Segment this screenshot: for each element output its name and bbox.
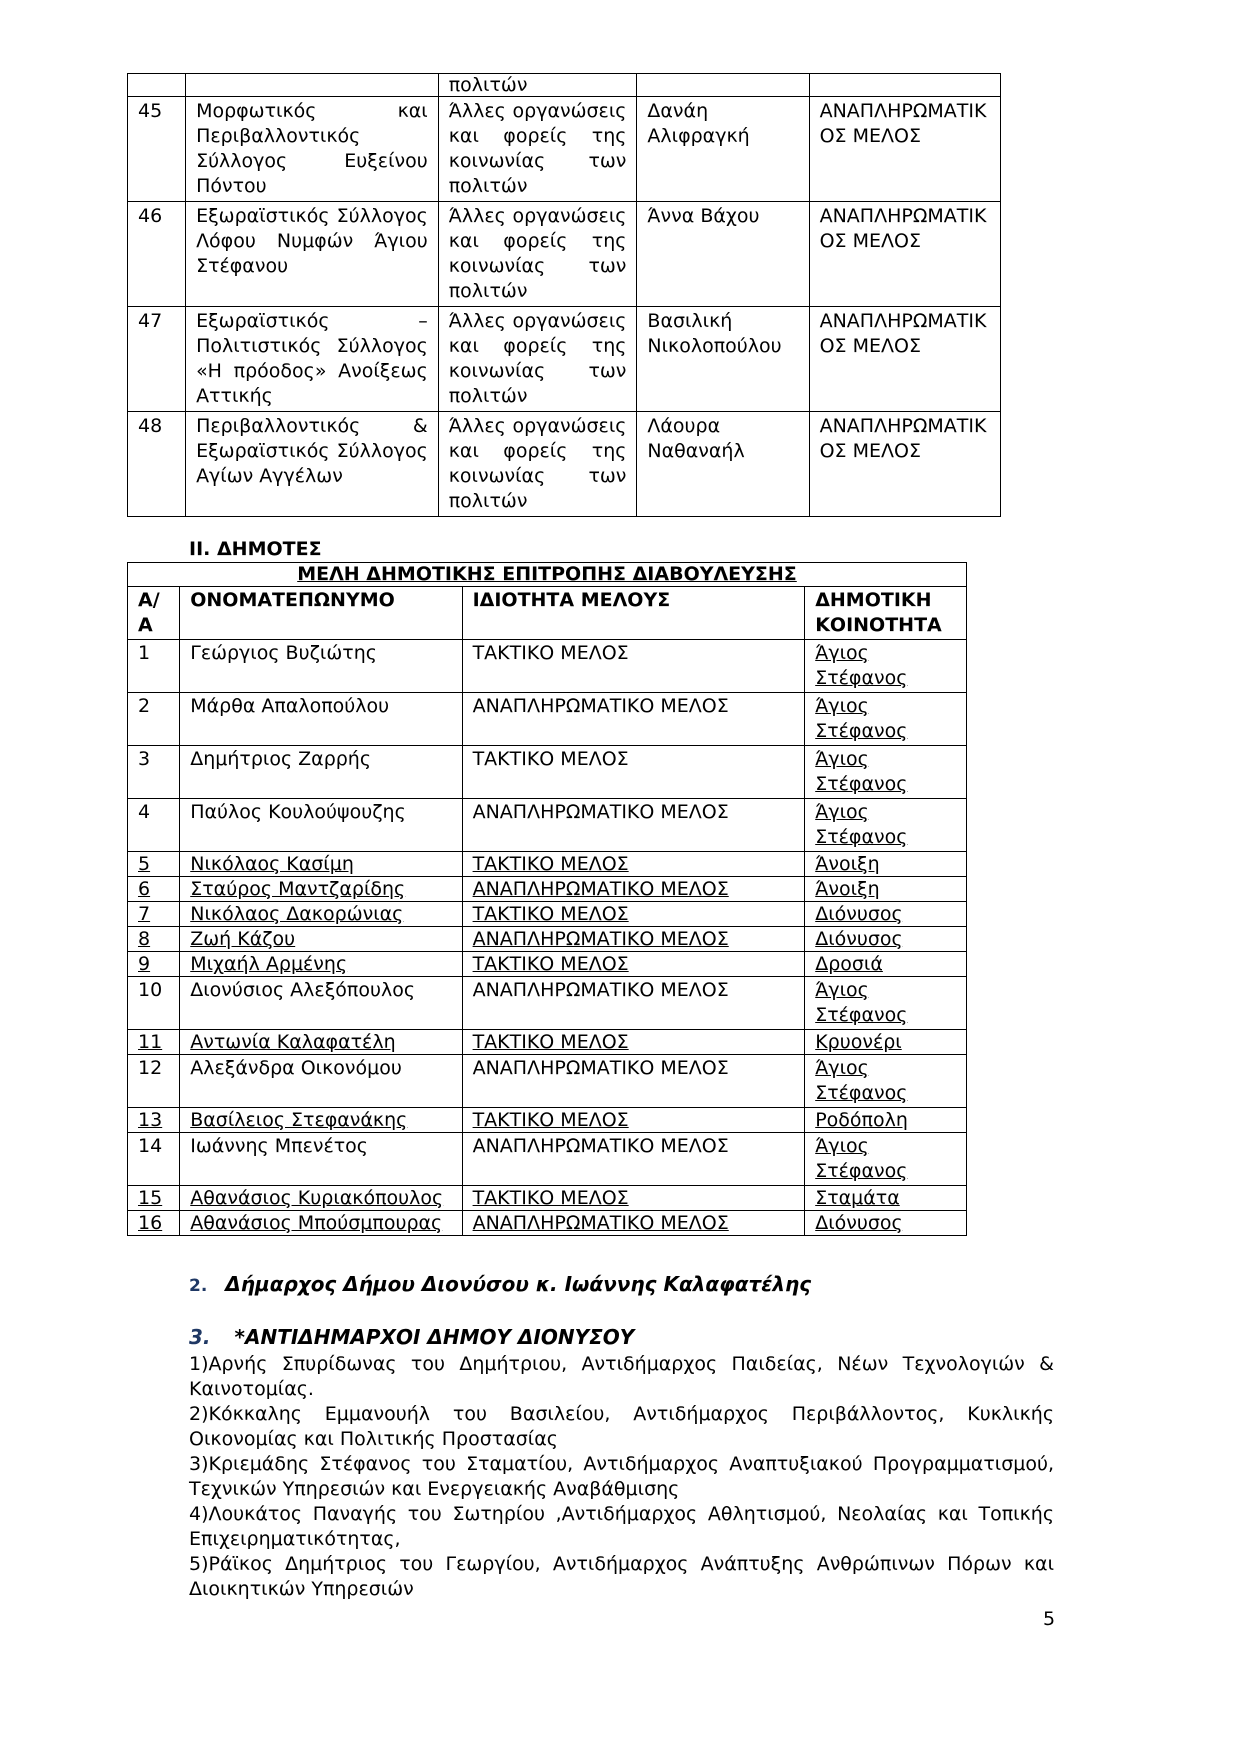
table-cell: 1: [128, 640, 180, 693]
table-cell: 8: [128, 927, 180, 952]
table-cell: ΑΝΑΠΛΗΡΩΜΑΤΙΚΟ ΜΕΛΟΣ: [462, 1055, 805, 1108]
table-cell: ΤΑΚΤΙΚΟ ΜΕΛΟΣ: [462, 1030, 805, 1055]
table-cell: ΑΝΑΠΛΗΡΩΜΑΤΙΚΟ ΜΕΛΟΣ: [462, 977, 805, 1030]
table-row: [128, 1133, 967, 1186]
table-cell: πολιτών: [438, 74, 637, 97]
table-cell: Βασίλειος Στεφανάκης: [180, 1108, 462, 1133]
table-cell: Άγιος Στέφανος: [805, 1055, 967, 1108]
table-cell: ΑΝΑΠΛΗΡΩΜΑΤΙΚ ΟΣ ΜΕΛΟΣ: [809, 307, 1000, 412]
list-item: 5)Ράϊκος Δημήτριος του Γεωργίου, Αντιδήμαρχος Ανάπτυξης Ανθρώπινων Πόρων και Διοικητικών Υπηρεσιών: [189, 1553, 1054, 1600]
table-row: [128, 927, 967, 952]
table-cell: ΤΑΚΤΙΚΟ ΜΕΛΟΣ: [462, 1108, 805, 1133]
table-cell: Άλλες οργανώσεις και φορείς της κοινωνίας των πολιτών: [438, 202, 637, 307]
table-cell: 11: [128, 1030, 180, 1055]
table-row: [128, 1186, 967, 1211]
table-cell: Νικόλαος Δακορώνιας: [180, 902, 462, 927]
table-cell: Δημήτριος Ζαρρής: [180, 746, 462, 799]
table-caption: ΜΕΛΗ ΔΗΜΟΤΙΚΗΣ ΕΠΙΤΡΟΠΗΣ ΔΙΑΒΟΥΛΕΥΣΗΣ: [128, 563, 967, 587]
table-cell: 10: [128, 977, 180, 1030]
column-header: ΙΔΙΟΤΗΤΑ ΜΕΛΟΥΣ: [462, 587, 805, 640]
table-cell: Περιβαλλοντικός & Εξωραϊστικός Σύλλογος Αγίων Αγγέλων: [186, 412, 439, 517]
column-header: Α/ Α: [128, 587, 180, 640]
table-cell: 48: [128, 412, 186, 517]
table-cell: 2: [128, 693, 180, 746]
table-cell: Διόνυσος: [805, 1211, 967, 1236]
table-cell: Ζωή Κάζου: [180, 927, 462, 952]
table-cell: Δροσιά: [805, 952, 967, 977]
table-header-row: [128, 587, 967, 640]
table-row: [128, 1108, 967, 1133]
table-cell: [809, 74, 1000, 97]
table-cell: Διόνυσος: [805, 902, 967, 927]
table-cell: Άλλες οργανώσεις και φορείς της κοινωνίας των πολιτών: [438, 307, 637, 412]
table-cell: Διόνυσος: [805, 927, 967, 952]
table-cell: ΑΝΑΠΛΗΡΩΜΑΤΙΚ ΟΣ ΜΕΛΟΣ: [809, 97, 1000, 202]
table-cell: Άνοιξη: [805, 877, 967, 902]
table-row: [128, 1211, 967, 1236]
page-number: 5: [1043, 1608, 1056, 1630]
table-row: [128, 307, 1001, 412]
list-item: 3)Κριεμάδης Στέφανος του Σταματίου, Αντιδήμαρχος Αναπτυξιακού Προγραμματισμού, Τεχνικών Υπηρεσιών και Ενεργειακής Αναβάθμισης: [189, 1453, 1054, 1500]
table-row: [128, 852, 967, 877]
table-cell: Εξωραϊστικός – Πολιτιστικός Σύλλογος «Η πρόοδος» Ανοίξεως Αττικής: [186, 307, 439, 412]
table-row: [128, 693, 967, 746]
table-cell: Κρυονέρι: [805, 1030, 967, 1055]
table-cell: Άνοιξη: [805, 852, 967, 877]
citizens-table: [127, 562, 967, 1236]
table-cell: ΤΑΚΤΙΚΟ ΜΕΛΟΣ: [462, 902, 805, 927]
table-cell: Διονύσιος Αλεξόπουλος: [180, 977, 462, 1030]
section-number: 2.: [189, 1276, 208, 1296]
table-cell: [186, 74, 439, 97]
table-cell: ΑΝΑΠΛΗΡΩΜΑΤΙΚΟ ΜΕΛΟΣ: [462, 693, 805, 746]
table-row: [128, 902, 967, 927]
table-cell: 12: [128, 1055, 180, 1108]
table-cell: Ροδόπολη: [805, 1108, 967, 1133]
table-cell: Ιωάννης Μπενέτος: [180, 1133, 462, 1186]
table-cell: Νικόλαος Κασίμη: [180, 852, 462, 877]
table-cell: Άλλες οργανώσεις και φορείς της κοινωνίας των πολιτών: [438, 412, 637, 517]
table-row: [128, 746, 967, 799]
table-cell: Άγιος Στέφανος: [805, 1133, 967, 1186]
table-cell: Άλλες οργανώσεις και φορείς της κοινωνίας των πολιτών: [438, 97, 637, 202]
deputies-heading: [189, 1325, 634, 1349]
table-cell: ΑΝΑΠΛΗΡΩΜΑΤΙΚΟ ΜΕΛΟΣ: [462, 1211, 805, 1236]
table-row: [128, 1055, 967, 1108]
mayor-heading: [189, 1272, 811, 1296]
table-cell: Μορφωτικός και Περιβαλλοντικός Σύλλογος Ευξείνου Πόντου: [186, 97, 439, 202]
table-cell: 15: [128, 1186, 180, 1211]
table-cell: 3: [128, 746, 180, 799]
table-cell: Άγιος Στέφανος: [805, 977, 967, 1030]
table-cell: Αθανάσιος Μπούσμπουρας: [180, 1211, 462, 1236]
table-cell: Βασιλική Νικολοπούλου: [637, 307, 809, 412]
table-cell: Αντωνία Καλαφατέλη: [180, 1030, 462, 1055]
section-title: ΙΙ. ΔΗΜΟΤΕΣ: [189, 538, 322, 560]
deputies-title: *ΑΝΤΙΔΗΜΑΡΧΟΙ ΔΗΜΟΥ ΔΙΟΝΥΣΟΥ: [234, 1325, 635, 1349]
table-cell: ΤΑΚΤΙΚΟ ΜΕΛΟΣ: [462, 640, 805, 693]
table-cell: ΑΝΑΠΛΗΡΩΜΑΤΙΚ ΟΣ ΜΕΛΟΣ: [809, 412, 1000, 517]
table-row: [128, 952, 967, 977]
table-cell: ΑΝΑΠΛΗΡΩΜΑΤΙΚΟ ΜΕΛΟΣ: [462, 927, 805, 952]
table-cell: ΑΝΑΠΛΗΡΩΜΑΤΙΚΟ ΜΕΛΟΣ: [462, 877, 805, 902]
table-cell: [637, 74, 809, 97]
organizations-table: [127, 73, 1001, 517]
table-row: [128, 877, 967, 902]
table-cell: Σταύρος Μαντζαρίδης: [180, 877, 462, 902]
table-row: [128, 202, 1001, 307]
table-cell: 5: [128, 852, 180, 877]
table-row: [128, 799, 967, 852]
table-cell: Άγιος Στέφανος: [805, 799, 967, 852]
list-item: 1)Αρνής Σπυρίδωνας του Δημήτριου, Αντιδήμαρχος Παιδείας, Νέων Τεχνολογιών & Καινοτομίας.: [189, 1353, 1054, 1400]
table-cell: 16: [128, 1211, 180, 1236]
table-cell: Μάρθα Απαλοπούλου: [180, 693, 462, 746]
table-cell: ΤΑΚΤΙΚΟ ΜΕΛΟΣ: [462, 746, 805, 799]
table-cell: 47: [128, 307, 186, 412]
table-row: [128, 74, 1001, 97]
table-cell: [128, 74, 186, 97]
table-cell: 7: [128, 902, 180, 927]
table-cell: 13: [128, 1108, 180, 1133]
column-header: ΟΝΟΜΑΤΕΠΩΝΥΜΟ: [180, 587, 462, 640]
table-row: [128, 412, 1001, 517]
table-cell: Μιχαήλ Αρμένης: [180, 952, 462, 977]
table-row: [128, 640, 967, 693]
list-item: 4)Λουκάτος Παναγής του Σωτηρίου ,Αντιδήμαρχος Αθλητισμού, Νεολαίας και Τοπικής Επιχειρηματικότητας,: [189, 1503, 1054, 1550]
table-cell: ΤΑΚΤΙΚΟ ΜΕΛΟΣ: [462, 852, 805, 877]
mayor-text: Δήμαρχος Δήμου Διονύσου κ. Ιωάννης Καλαφατέλης: [225, 1272, 812, 1296]
column-header: ΔΗΜΟΤΙΚΗ ΚΟΙΝΟΤΗΤΑ: [805, 587, 967, 640]
table-cell: 46: [128, 202, 186, 307]
table-cell: 14: [128, 1133, 180, 1186]
table-cell: Γεώργιος Βυζιώτης: [180, 640, 462, 693]
table-cell: 9: [128, 952, 180, 977]
section-number: 3.: [189, 1325, 211, 1349]
table-row: [128, 97, 1001, 202]
table-cell: 45: [128, 97, 186, 202]
table-cell: 4: [128, 799, 180, 852]
table-cell: Παύλος Κουλούψουζης: [180, 799, 462, 852]
table-cell: ΑΝΑΠΛΗΡΩΜΑΤΙΚΟ ΜΕΛΟΣ: [462, 799, 805, 852]
table-cell: 6: [128, 877, 180, 902]
table-cell: Λάουρα Ναθαναήλ: [637, 412, 809, 517]
table-cell: Άννα Βάχου: [637, 202, 809, 307]
table-cell: ΑΝΑΠΛΗΡΩΜΑΤΙΚ ΟΣ ΜΕΛΟΣ: [809, 202, 1000, 307]
table-cell: Άγιος Στέφανος: [805, 746, 967, 799]
table-cell: Αλεξάνδρα Οικονόμου: [180, 1055, 462, 1108]
table-cell: Άγιος Στέφανος: [805, 640, 967, 693]
table-cell: ΑΝΑΠΛΗΡΩΜΑΤΙΚΟ ΜΕΛΟΣ: [462, 1133, 805, 1186]
table-cell: Δανάη Αλιφραγκή: [637, 97, 809, 202]
table-row: [128, 977, 967, 1030]
table-cell: Σταμάτα: [805, 1186, 967, 1211]
table-cell: ΤΑΚΤΙΚΟ ΜΕΛΟΣ: [462, 1186, 805, 1211]
table-cell: Άγιος Στέφανος: [805, 693, 967, 746]
list-item: 2)Κόκκαλης Εμμανουήλ του Βασιλείου, Αντιδήμαρχος Περιβάλλοντος, Κυκλικής Οικονομίας και Πολιτικής Προστασίας: [189, 1403, 1054, 1450]
table-cell: ΤΑΚΤΙΚΟ ΜΕΛΟΣ: [462, 952, 805, 977]
table-row: [128, 1030, 967, 1055]
deputies-list: [189, 1352, 1054, 1602]
table-cell: Αθανάσιος Κυριακόπουλος: [180, 1186, 462, 1211]
table-cell: Εξωραϊστικός Σύλλογος Λόφου Νυμφών Άγιου Στέφανου: [186, 202, 439, 307]
table-caption-row: [128, 563, 967, 587]
